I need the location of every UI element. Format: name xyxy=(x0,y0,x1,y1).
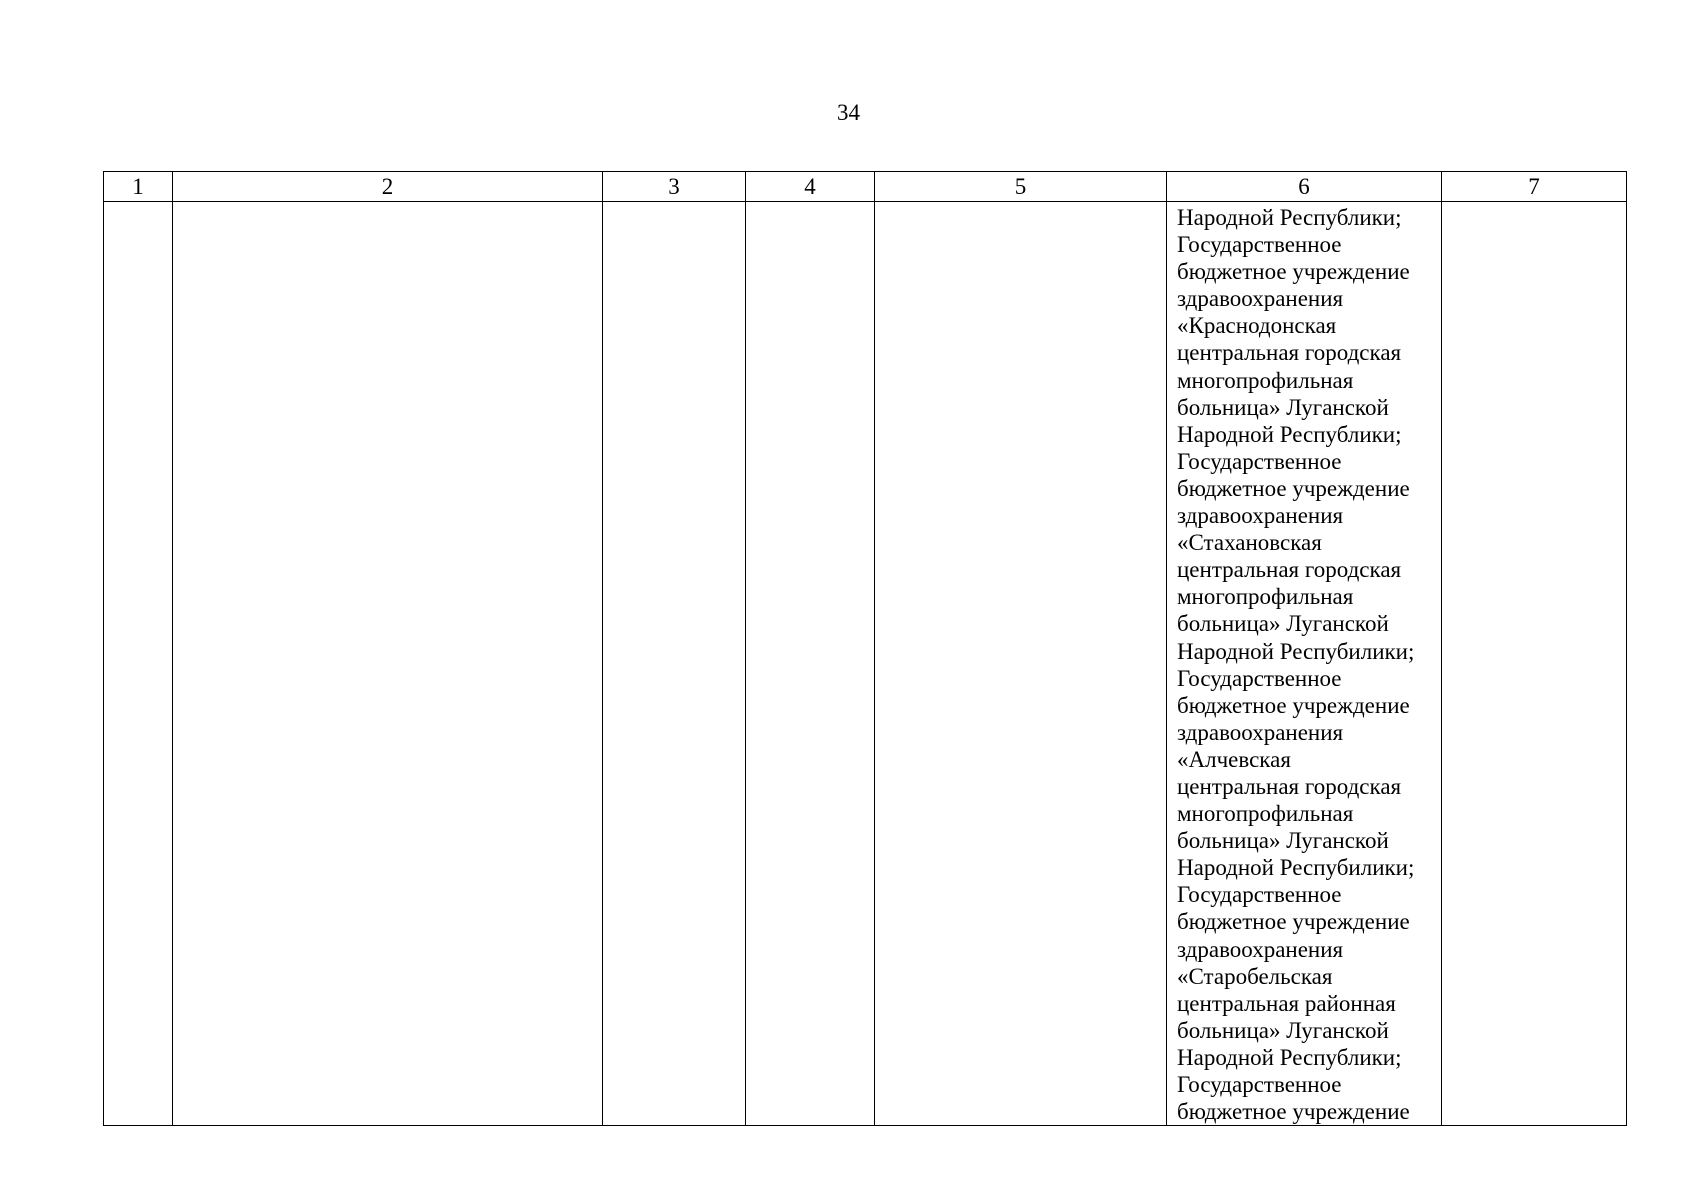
cell-col-5 xyxy=(875,202,1167,1126)
column-header-7: 7 xyxy=(1442,172,1627,202)
column-header-3: 3 xyxy=(603,172,746,202)
cell-col-6 xyxy=(1167,202,1442,1126)
table-body xyxy=(104,202,1627,1126)
text-line: бюджетное учреждение xyxy=(1177,909,1410,935)
text-line: бюджетное учреждение xyxy=(1177,259,1410,285)
text-line: центральная городская xyxy=(1177,773,1402,799)
text-line: «Старобельская xyxy=(1177,963,1333,989)
cell-col-2 xyxy=(173,202,603,1126)
text-line: здравоохранения xyxy=(1177,286,1344,312)
text-line: Народной Респубилики; xyxy=(1177,855,1415,881)
cell-col-1 xyxy=(104,202,173,1126)
text-line: «Алчевская xyxy=(1177,746,1291,772)
table-header xyxy=(104,172,1627,202)
text-line: бюджетное учреждение xyxy=(1177,475,1410,501)
text-line: центральная городская xyxy=(1177,340,1402,366)
column-header-4: 4 xyxy=(746,172,875,202)
column-header-1: 1 xyxy=(104,172,173,202)
text-line: Народной Республики; xyxy=(1177,205,1402,230)
text-line: Народной Республики; xyxy=(1177,1044,1402,1070)
text-line: больница» Луганской xyxy=(1177,394,1389,420)
text-line: больница» Луганской xyxy=(1177,611,1389,637)
text-line: здравоохранения xyxy=(1177,719,1344,745)
table-row xyxy=(104,202,1627,1126)
cell-col-7 xyxy=(1442,202,1627,1126)
text-line: здравоохранения xyxy=(1177,936,1344,962)
text-line: бюджетное учреждение xyxy=(1177,1099,1410,1125)
text-line: многопрофильная xyxy=(1177,367,1354,393)
text-line: больница» Луганской xyxy=(1177,1017,1389,1043)
cell-col-4 xyxy=(746,202,875,1126)
text-line: многопрофильная xyxy=(1177,584,1354,610)
institutions-list xyxy=(1167,202,1441,1125)
header-row xyxy=(104,172,1627,202)
cell-col-3 xyxy=(603,202,746,1126)
document-table xyxy=(103,171,1627,1126)
text-line: Государственное xyxy=(1177,1072,1342,1097)
text-line: центральная городская xyxy=(1177,557,1402,583)
column-header-5: 5 xyxy=(875,172,1167,202)
text-line: Государственное xyxy=(1177,665,1342,691)
text-line: Народной Респубилики; xyxy=(1177,638,1415,664)
text-line: Государственное xyxy=(1177,232,1342,258)
text-line: здравоохранения xyxy=(1177,503,1344,529)
text-line: центральная районная xyxy=(1177,990,1396,1016)
text-line: Государственное xyxy=(1177,882,1342,908)
text-line: многопрофильная xyxy=(1177,801,1354,827)
text-line: «Стахановская xyxy=(1177,530,1322,556)
column-header-2: 2 xyxy=(173,172,603,202)
column-header-6: 6 xyxy=(1167,172,1442,202)
page-number: 34 xyxy=(837,100,860,125)
text-line: Государственное xyxy=(1177,448,1342,474)
text-line: Народной Республики; xyxy=(1177,421,1402,447)
text-line: бюджетное учреждение xyxy=(1177,692,1410,718)
text-line: «Краснодонская xyxy=(1177,313,1337,339)
text-line: больница» Луганской xyxy=(1177,828,1389,854)
